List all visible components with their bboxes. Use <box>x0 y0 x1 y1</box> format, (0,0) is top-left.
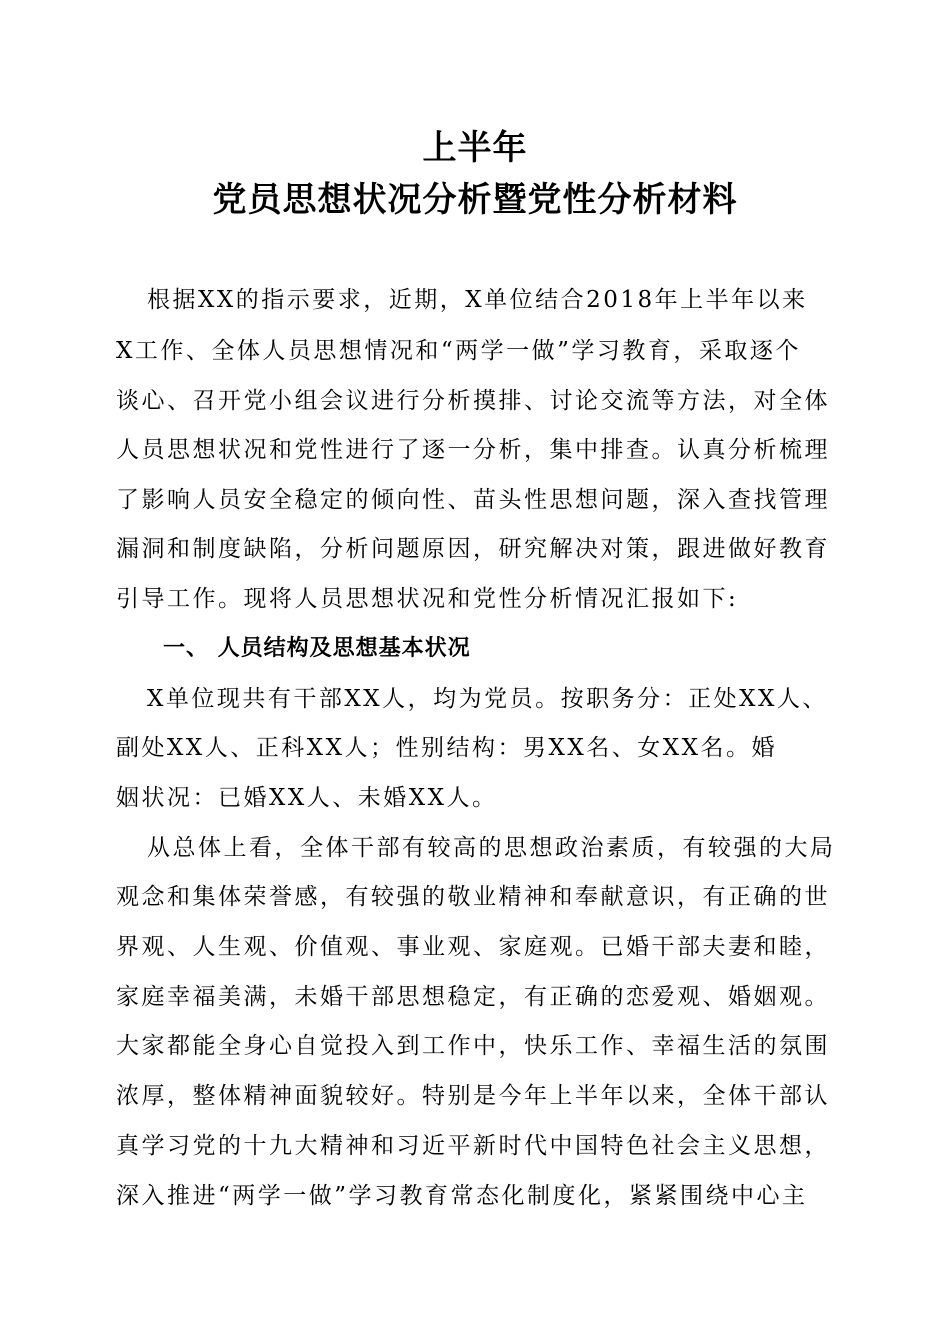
paragraph-2-line-1: X单位现共有干部XX人，均为党员。按职务分：正处XX人、 <box>147 686 828 712</box>
paragraph-1-line-7: 引导工作。现将人员思想状况和党性分析情况汇报如下: <box>116 586 739 612</box>
paragraph-1-line-4: 人员思想状况和党性进行了逐一分析，集中排查。认真分析梳理 <box>116 437 830 463</box>
paragraph-1-line-6: 漏洞和制度缺陷，分析问题原因，研究解决对策，跟进做好教育 <box>116 536 830 562</box>
paragraph-1-line-5: 了影响人员安全稳定的倾向性、苗头性思想问题，深入查找管理 <box>116 487 830 513</box>
paragraph-3-line-7: 真学习党的十九大精神和习近平新时代中国特色社会主义思想， <box>116 1133 830 1159</box>
paragraph-3-line-5: 大家都能全身心自觉投入到工作中，快乐工作、幸福生活的氛围 <box>116 1033 830 1059</box>
paragraph-2-line-2: 副处XX人、正科XX人；性别结构：男XX名、女XX名。婚 <box>116 735 777 761</box>
section-heading-1: 一、 人员结构及思想基本状况 <box>163 636 471 661</box>
paragraph-3-line-3: 界观、人生观、价值观、事业观、家庭观。已婚干部夫妻和睦， <box>116 934 830 960</box>
paragraph-3-line-2: 观念和集体荣誉感，有较强的敬业精神和奉献意识，有正确的世 <box>116 884 830 910</box>
paragraph-3-line-1: 从总体上看，全体干部有较高的思想政治素质，有较强的大局 <box>147 835 836 861</box>
paragraph-2-line-3: 姻状况：已婚XX人、未婚XX人。 <box>116 785 498 811</box>
paragraph-3-line-4: 家庭幸福美满，未婚干部思想稳定，有正确的恋爱观、婚姻观。 <box>116 984 830 1010</box>
document-title-line-1: 上半年 <box>422 128 528 168</box>
paragraph-3-line-8: 深入推进“两学一做”学习教育常态化制度化，紧紧围绕中心主 <box>116 1183 808 1209</box>
paragraph-1-line-2: X工作、全体人员思想情况和“两学一做”学习教育，采取逐个 <box>116 338 801 364</box>
paragraph-1-line-1: 根据XX的指示要求，近期，X单位结合2018年上半年以来 <box>147 287 808 313</box>
paragraph-3-line-6: 浓厚，整体精神面貌较好。特别是今年上半年以来，全体干部认 <box>116 1083 830 1109</box>
document-title-line-2: 党员思想状况分析暨党性分析材料 <box>212 180 738 220</box>
paragraph-1-line-3: 谈心、召开党小组会议进行分析摸排、讨论交流等方法，对全体 <box>116 388 830 414</box>
